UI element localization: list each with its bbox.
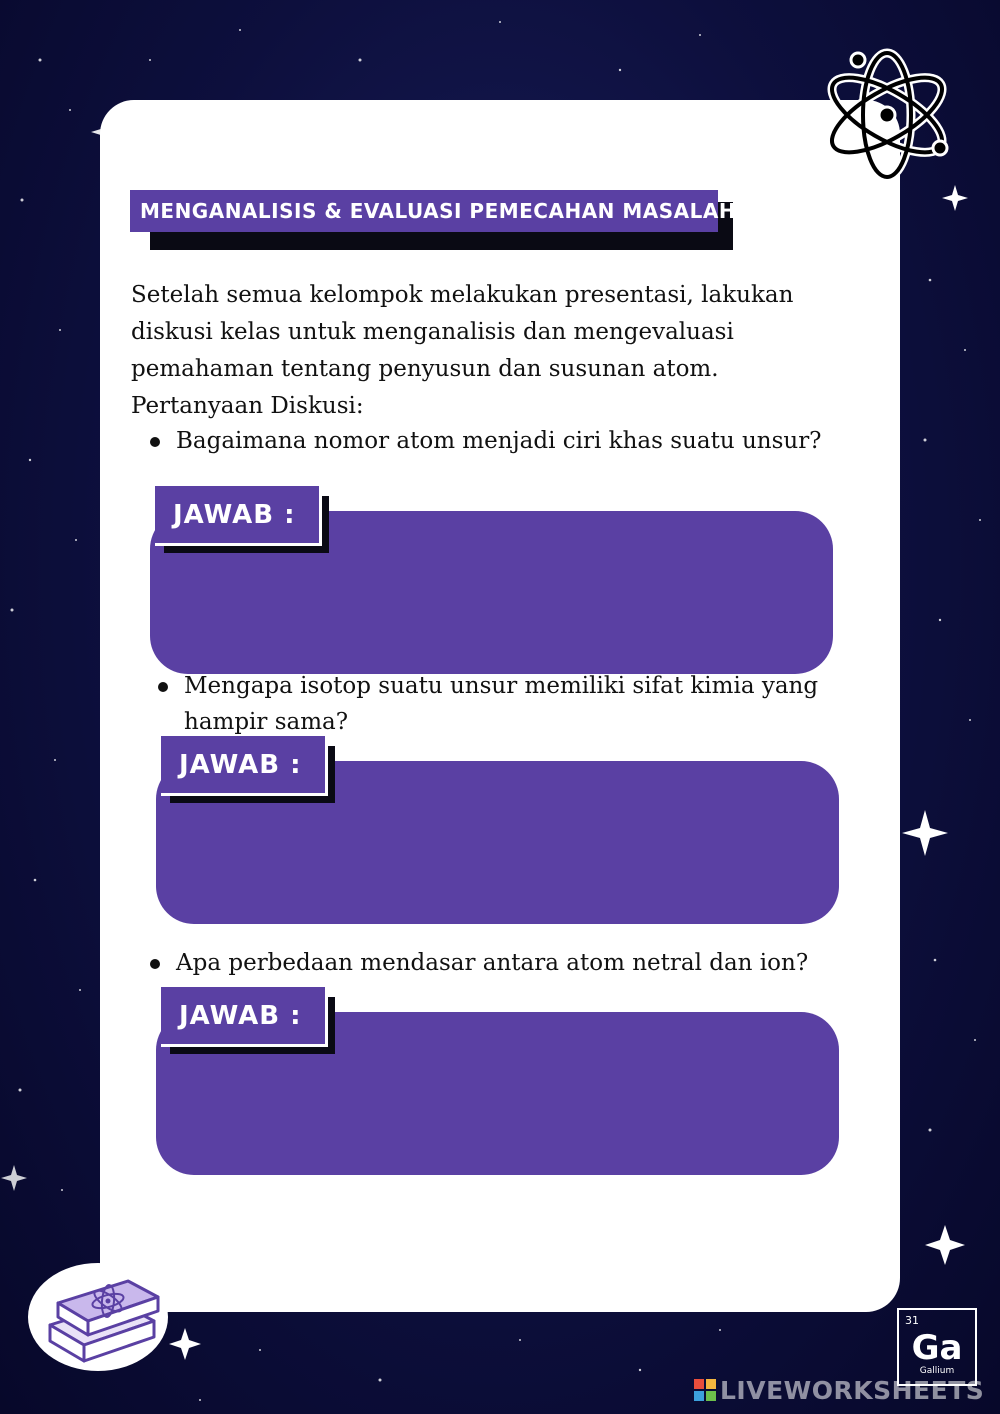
jawab-label-2: JAWAB : bbox=[161, 736, 328, 796]
element-symbol: Ga bbox=[911, 1328, 963, 1368]
section-title bbox=[130, 190, 737, 250]
bullet-icon bbox=[158, 682, 168, 692]
question-2 bbox=[184, 668, 874, 740]
jawab-label-3: JAWAB : bbox=[161, 987, 328, 1047]
element-tile bbox=[897, 1308, 977, 1386]
element-name: Gallium bbox=[919, 1366, 955, 1376]
jawab-label-1: JAWAB : bbox=[155, 486, 322, 546]
intro-line: pemahaman tentang penyusun dan susunan atom. bbox=[131, 356, 719, 382]
question-1 bbox=[176, 423, 866, 459]
question-3 bbox=[176, 945, 866, 981]
brand-logo-icon bbox=[694, 1379, 716, 1401]
question-text: Apa perbedaan mendasar antara atom netral dan ion? bbox=[176, 950, 809, 976]
atom-icon bbox=[812, 40, 962, 190]
intro-line: Pertanyaan Diskusi: bbox=[131, 393, 364, 419]
brand-text: LIVEWORKSHEETS bbox=[720, 1375, 985, 1405]
section-title-label: MENGANALISIS & EVALUASI PEMECAHAN MASALAH bbox=[130, 190, 718, 232]
brand-watermark bbox=[694, 1376, 984, 1404]
intro-line: diskusi kelas untuk menganalisis dan mengevaluasi bbox=[131, 319, 734, 345]
intro-line: Setelah semua kelompok melakukan presentasi, lakukan bbox=[131, 282, 794, 308]
element-number: 31 bbox=[905, 1314, 919, 1327]
question-text: hampir sama? bbox=[184, 709, 349, 735]
question-text: Mengapa isotop suatu unsur memiliki sifat kimia yang bbox=[184, 673, 819, 699]
bullet-icon bbox=[150, 959, 160, 969]
book-atom-icon bbox=[28, 1257, 173, 1372]
question-text: Bagaimana nomor atom menjadi ciri khas suatu unsur? bbox=[176, 428, 822, 454]
intro-text bbox=[131, 277, 871, 425]
bullet-icon bbox=[150, 437, 160, 447]
